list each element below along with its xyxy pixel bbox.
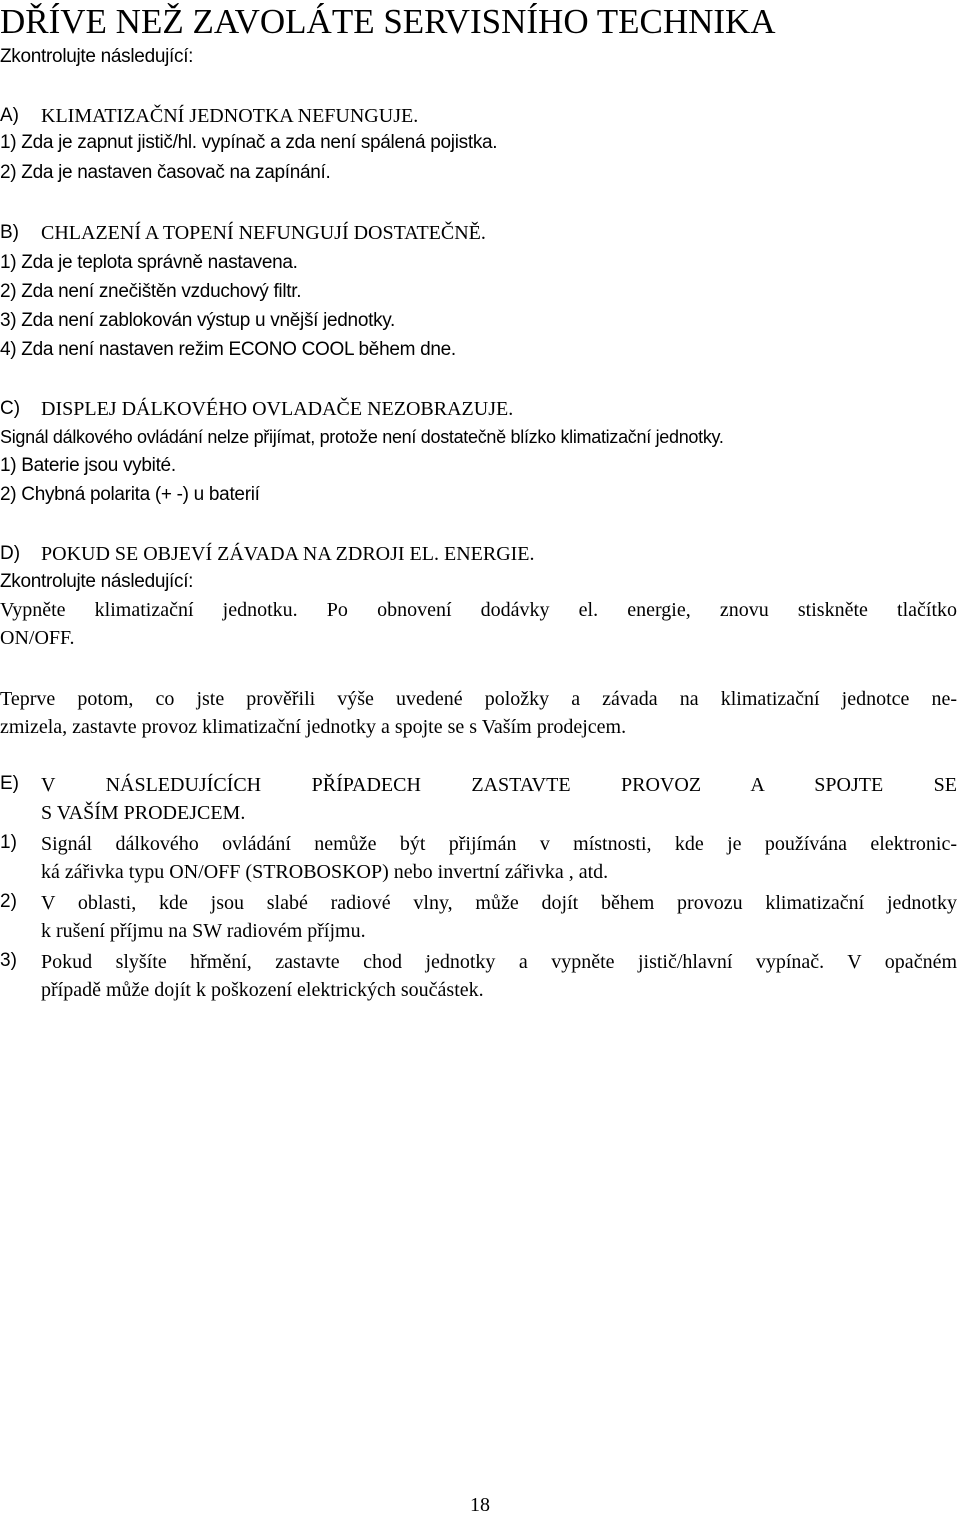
section-e-heading-line-1: V NÁSLEDUJÍCÍCH PŘÍPADECH ZASTAVTE PROVOZ A SPOJTE SE bbox=[41, 774, 957, 796]
section-a-heading: KLIMATIZAČNÍ JEDNOTKA NEFUNGUJE. bbox=[41, 105, 419, 127]
section-e-item-3-line-2: případě může dojít k poškození elektrických součástek. bbox=[41, 979, 484, 1001]
section-b-item-2: 2) Zda není znečištěn vzduchový filtr. bbox=[0, 281, 302, 302]
section-c-heading: DISPLEJ DÁLKOVÉHO OVLADAČE NEZOBRAZUJE. bbox=[41, 398, 514, 420]
section-a-item-1: 1) Zda je zapnut jistič/hl. vypínač a zda není spálená pojistka. bbox=[0, 132, 498, 153]
paragraph-line-2: zmizela, zastavte provoz klimatizační jednotky a spojte se s Vaším prodejcem. bbox=[0, 716, 627, 738]
page-title: DŘÍVE NEŽ ZAVOLÁTE SERVISNÍHO TECHNIKA bbox=[0, 2, 776, 41]
section-c-item-2: 2) Chybná polarita (+ -) u baterií bbox=[0, 484, 260, 505]
section-d-text-line-1: Vypněte klimatizační jednotku. Po obnovení dodávky el. energie, znovu stiskněte tlačítko bbox=[0, 599, 957, 621]
section-e-item-3-line-1: Pokud slyšíte hřmění, zastavte chod jednotky a vypněte jistič/hlavní vypínač. V opačném bbox=[41, 951, 957, 973]
section-d-label: D) bbox=[0, 543, 21, 564]
section-b-item-1: 1) Zda je teplota správně nastavena. bbox=[0, 252, 298, 273]
section-c-item-1: 1) Baterie jsou vybité. bbox=[0, 455, 176, 476]
section-e-item-1-line-2: ká zářivka typu ON/OFF (STROBOSKOP) nebo invertní zářivka , atd. bbox=[41, 861, 609, 883]
section-d-heading: POKUD SE OBJEVÍ ZÁVADA NA ZDROJI EL. ENERGIE. bbox=[41, 543, 535, 565]
section-e-item-3-number: 3) bbox=[0, 950, 17, 971]
section-e-label: E) bbox=[0, 773, 19, 794]
section-b-label: B) bbox=[0, 222, 19, 243]
section-a-label: A) bbox=[0, 105, 19, 126]
section-e-item-2-line-1: V oblasti, kde jsou slabé radiové vlny, může dojít během provozu klimatizační jednotky bbox=[41, 892, 957, 914]
section-e-item-2-number: 2) bbox=[0, 891, 17, 912]
section-e-heading-line-2: S VAŠÍM PRODEJCEM. bbox=[41, 802, 246, 824]
section-b-item-4: 4) Zda není nastaven režim ECONO COOL během dne. bbox=[0, 339, 456, 360]
section-c-label: C) bbox=[0, 398, 21, 419]
section-e-item-1-line-1: Signál dálkového ovládání nemůže být přijímán v místnosti, kde je používána elektronic- bbox=[41, 833, 957, 855]
section-e-item-2-line-2: k rušení příjmu na SW radiovém příjmu. bbox=[41, 920, 366, 942]
section-b-heading: CHLAZENÍ A TOPENÍ NEFUNGUJÍ DOSTATEČNĚ. bbox=[41, 222, 486, 244]
section-b-item-3: 3) Zda není zablokován výstup u vnější jednotky. bbox=[0, 310, 396, 331]
intro-text: Zkontrolujte následující: bbox=[0, 46, 194, 67]
section-d-intro: Zkontrolujte následující: bbox=[0, 571, 194, 592]
section-a-item-2: 2) Zda je nastaven časovač na zapínání. bbox=[0, 162, 331, 183]
paragraph-line-1: Teprve potom, co jste prověřili výše uvedené položky a závada na klimatizační jednotce ne- bbox=[0, 688, 957, 710]
section-d-text-line-2: ON/OFF. bbox=[0, 627, 75, 649]
section-e-item-1-number: 1) bbox=[0, 832, 17, 853]
section-c-note: Signál dálkového ovládání nelze přijímat, protože není dostatečně blízko klimatizační jednotky. bbox=[0, 427, 724, 447]
page-number: 18 bbox=[470, 1494, 490, 1516]
